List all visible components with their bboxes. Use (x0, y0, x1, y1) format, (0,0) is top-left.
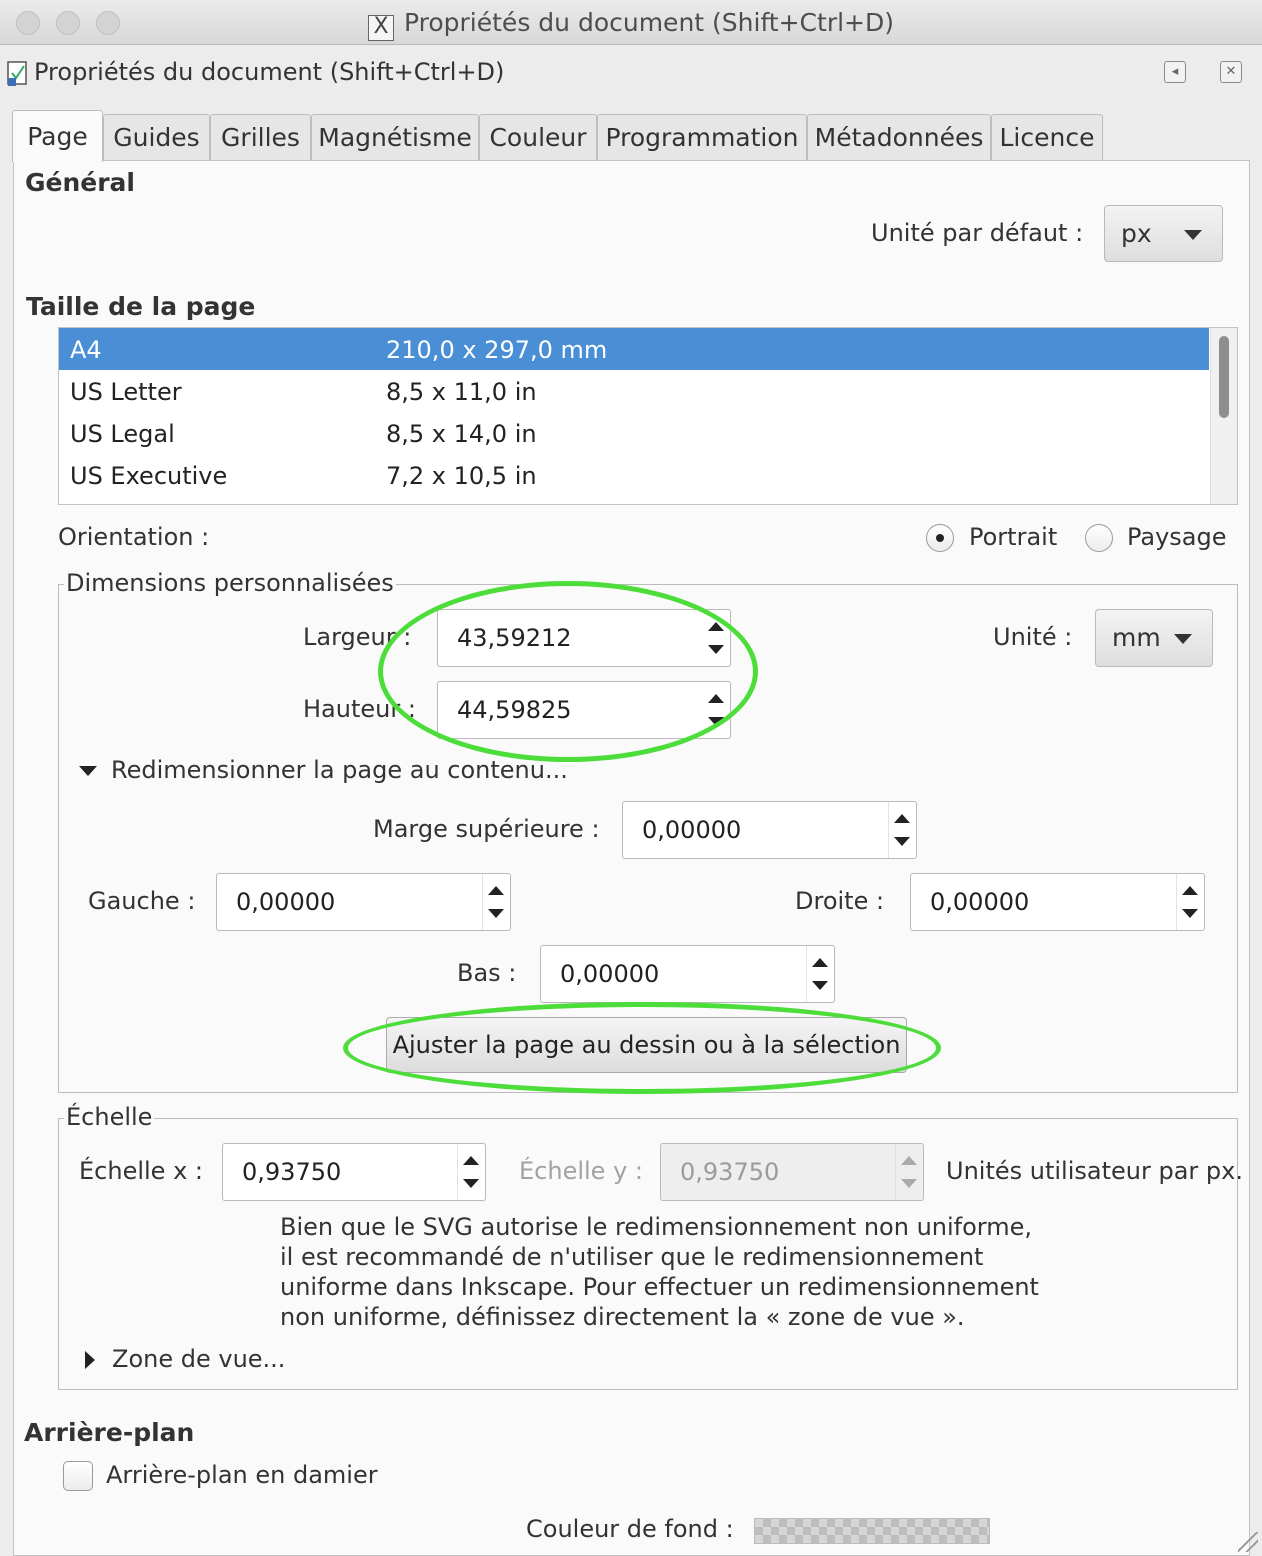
width-spinbutton[interactable] (437, 609, 731, 667)
right-margin-spinbutton[interactable] (910, 873, 1205, 931)
right-margin-value: 0,00000 (930, 888, 1030, 916)
unit-value: mm (1112, 623, 1161, 652)
dock-iconify-button[interactable]: ◂ (1164, 61, 1186, 83)
checkerboard-label[interactable]: Arrière-plan en damier (106, 1461, 378, 1489)
general-heading: Général (25, 168, 135, 197)
page-size-dimensions: 8,5 x 14,0 in (386, 420, 537, 448)
increment-icon[interactable] (1182, 886, 1198, 895)
checkerboard-checkbox[interactable] (63, 1461, 93, 1491)
scale-title: Échelle (66, 1103, 153, 1131)
increment-icon[interactable] (812, 958, 828, 967)
page-size-name: US Executive (70, 462, 228, 490)
decrement-icon[interactable] (488, 909, 504, 918)
top-margin-label: Marge supérieure : (373, 815, 600, 843)
width-value: 43,59212 (457, 624, 572, 652)
tab-licence[interactable]: Licence (991, 114, 1103, 160)
page-size-dimensions: 8,5 x 11,0 in (386, 378, 537, 406)
decrement-icon[interactable] (894, 837, 910, 846)
scale-x-value: 0,93750 (242, 1158, 342, 1186)
custom-dimensions-title: Dimensions personnalisées (66, 569, 394, 597)
scale-note-line: il est recommandé de n'utiliser que le redimensionnement (280, 1243, 984, 1271)
right-margin-label: Droite : (795, 887, 885, 915)
scale-y-value: 0,93750 (680, 1158, 780, 1186)
expander-arrow-icon[interactable] (85, 1351, 95, 1369)
tab-programmation[interactable]: Programmation (597, 114, 807, 160)
page-size-dimensions: 210,0 x 297,0 mm (386, 336, 608, 364)
portrait-radio[interactable] (926, 524, 954, 552)
bottom-margin-value: 0,00000 (560, 960, 660, 988)
tab-couleur[interactable]: Couleur (479, 114, 597, 160)
window-titlebar (0, 0, 1262, 45)
landscape-label[interactable]: Paysage (1127, 523, 1227, 551)
portrait-label[interactable]: Portrait (969, 523, 1058, 551)
spin-separator (888, 802, 889, 858)
list-item[interactable] (59, 412, 1209, 454)
bottom-margin-label: Bas : (457, 959, 517, 987)
default-unit-value: px (1121, 219, 1152, 248)
page-size-heading: Taille de la page (26, 292, 256, 321)
increment-icon (901, 1156, 917, 1165)
unit-combo[interactable] (1095, 609, 1213, 667)
top-margin-value: 0,00000 (642, 816, 742, 844)
tab-magnetisme[interactable]: Magnétisme (311, 114, 479, 160)
increment-icon[interactable] (708, 622, 724, 631)
dock-title: Propriétés du document (Shift+Ctrl+D) (34, 58, 505, 86)
left-margin-label: Gauche : (88, 887, 196, 915)
dock-header (0, 45, 1262, 101)
tab-guides[interactable]: Guides (103, 114, 210, 160)
list-scrollbar[interactable] (1210, 328, 1237, 504)
landscape-radio[interactable] (1085, 524, 1113, 552)
list-item[interactable] (59, 328, 1209, 370)
list-item[interactable] (59, 370, 1209, 412)
scale-note-line: Bien que le SVG autorise le redimensionnement non uniforme, (280, 1213, 1033, 1241)
viewbox-expander[interactable]: Zone de vue... (112, 1345, 286, 1373)
scale-y-label: Échelle y : (519, 1157, 643, 1185)
spin-separator (895, 1144, 896, 1200)
decrement-icon[interactable] (812, 981, 828, 990)
increment-icon[interactable] (708, 694, 724, 703)
dock-close-button[interactable]: ✕ (1220, 61, 1242, 83)
resize-grip-icon[interactable] (1238, 1532, 1258, 1552)
left-margin-value: 0,00000 (236, 888, 336, 916)
chevron-down-icon (1174, 634, 1192, 644)
orientation-label: Orientation : (58, 523, 210, 551)
decrement-icon[interactable] (708, 717, 724, 726)
scale-y-spinbutton (660, 1143, 924, 1201)
increment-icon[interactable] (894, 814, 910, 823)
height-label: Hauteur : (303, 695, 416, 723)
width-label: Largeur : (303, 623, 412, 651)
spin-separator (1176, 874, 1177, 930)
page-size-list[interactable] (58, 327, 1238, 505)
top-margin-spinbutton[interactable] (622, 801, 917, 859)
tab-metadonnees[interactable]: Métadonnées (807, 114, 991, 160)
page-size-name: US Letter (70, 378, 182, 406)
chevron-down-icon (1184, 230, 1202, 240)
window-title: Propriétés du document (Shift+Ctrl+D) (404, 8, 894, 37)
spin-separator (482, 874, 483, 930)
tab-grilles[interactable]: Grilles (210, 114, 311, 160)
background-color-swatch[interactable] (754, 1518, 990, 1544)
height-spinbutton[interactable] (437, 681, 731, 739)
x11-icon: X (368, 15, 394, 41)
bottom-margin-spinbutton[interactable] (540, 945, 835, 1003)
background-heading: Arrière-plan (24, 1418, 195, 1447)
radio-dot (936, 534, 944, 542)
increment-icon[interactable] (463, 1156, 479, 1165)
scale-note-line: uniforme dans Inkscape. Pour effectuer un redimensionnement (280, 1273, 1039, 1301)
decrement-icon[interactable] (1182, 909, 1198, 918)
document-properties-icon (6, 61, 30, 87)
default-unit-label: Unité par défaut : (871, 219, 1084, 247)
resize-to-content-expander[interactable]: Redimensionner la page au contenu... (111, 756, 568, 784)
default-unit-combo[interactable] (1104, 205, 1223, 262)
page-size-dimensions: 7,2 x 10,5 in (386, 462, 537, 490)
left-margin-spinbutton[interactable] (216, 873, 511, 931)
spin-separator (457, 1144, 458, 1200)
scrollbar-thumb[interactable] (1219, 336, 1229, 418)
window-title-wrap (0, 8, 1262, 41)
decrement-icon[interactable] (463, 1179, 479, 1188)
fit-page-to-selection-button[interactable]: Ajuster la page au dessin ou à la sélection (386, 1017, 907, 1073)
page-size-name: A4 (70, 336, 102, 364)
unit-label: Unité : (993, 623, 1073, 651)
decrement-icon[interactable] (708, 645, 724, 654)
increment-icon[interactable] (488, 886, 504, 895)
expander-arrow-icon[interactable] (79, 766, 97, 776)
user-units-label: Unités utilisateur par px. (946, 1157, 1243, 1185)
spin-separator (806, 946, 807, 1002)
scale-note-line: non uniforme, définissez directement la « zone de vue ». (280, 1303, 965, 1331)
page-size-name: US Legal (70, 420, 175, 448)
height-value: 44,59825 (457, 696, 572, 724)
scale-x-label: Échelle x : (79, 1157, 203, 1185)
tab-page[interactable]: Page (12, 110, 103, 162)
background-color-label: Couleur de fond : (526, 1515, 734, 1543)
list-item[interactable] (59, 454, 1209, 496)
scale-x-spinbutton[interactable] (222, 1143, 486, 1201)
decrement-icon (901, 1179, 917, 1188)
